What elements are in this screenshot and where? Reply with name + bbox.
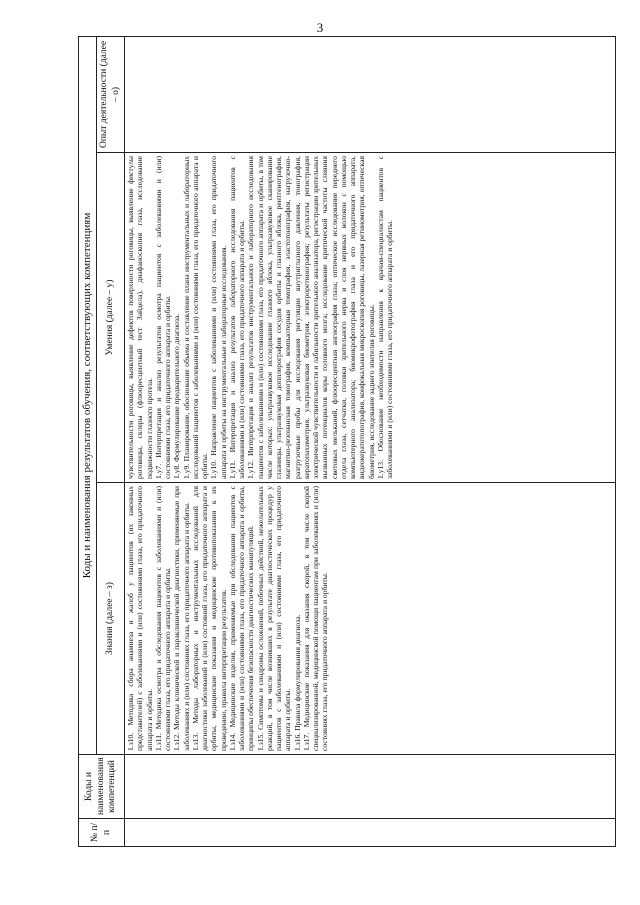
- header-number: № п/п: [79, 819, 125, 847]
- knowledge-item: 1.з14. Медицинские изделия, применяемые при обследовании пациентов с заболеваниями и (или) состояниями глаза, его придаточного аппарата и орбиты, принципы обеспечения безопасности диагностических манипуляций.: [227, 486, 256, 751]
- cell-competency-codes: [125, 755, 616, 819]
- skill-item: 1.у13. Обоснование необходимости направления к врачам-специалистам пациентов с заболеваниями и (или) состояниями глаза, его придаточного аппарата и орбиты.: [375, 156, 394, 479]
- knowledge-item: 1.з17. Медицинские показания для оказания скорой, в том числе скорой специализированной, медицинской помощи пациентам при заболеваниях и (или) состояниях глаза, его придаточного аппарата и орбиты.: [301, 486, 330, 751]
- skill-item: 1.у10. Направление пациентов с заболеваниями и (или) состояниями глаза, его придаточного аппарата и орбиты на инструментальные и лабораторные исследования.: [209, 156, 228, 479]
- header-results-group: Коды и наименования результатов обучения, соответствующих компетенциям: [79, 37, 97, 755]
- cell-number: [125, 819, 616, 847]
- header-experience: Опыт деятельности (далее – о): [97, 37, 125, 153]
- knowledge-item: 1.з11. Методика осмотра и обследования пациентов с заболеваниями и (или) состояниями глаза, его придаточного аппарата и орбиты.: [153, 486, 172, 751]
- knowledge-item: 1.з12. Методы клинической и параклинической диагностики, применяемые при заболеваниях и (или) состояниях глаза, его придаточного аппарата и орбиты.: [172, 486, 191, 751]
- cell-skills: [125, 153, 616, 483]
- knowledge-item: 1.з16. Правила формулирования диагноза.: [292, 614, 302, 751]
- page-number: 3: [316, 20, 324, 35]
- header-skills: Умения (далее – у): [97, 153, 125, 483]
- skill-item: 1.у8. Формулирование предварительного диагноза.: [172, 313, 182, 479]
- knowledge-item: 1.з10. Методика сбора анамнеза и жалоб у пациентов (их законных представителей) с заболеваниями и (или) состояниями глаза, его придаточного аппарата и орбиты.: [126, 486, 154, 751]
- skill-item: 1.у7. Интерпретация и анализ результатов осмотра пациентов с заболеваниями и (или) состояниями глаза, его придаточного аппарата и орбиты.: [153, 156, 172, 479]
- skill-item: 1.у9. Планирование, обоснование объема и составление плана инструментальных и лабораторных исследований пациентов с заболеваниями и (или) состояниями глаза, его придаточного аппарата и орбиты.: [181, 156, 209, 479]
- competency-table-rotated: [78, 37, 616, 847]
- knowledge-item: 1.з13. Методы лабораторных и инструментальных исследований для диагностики заболеваний и (или) состояний глаза, его придаточного аппарата и орбиты, медицинские показания и медицинские противопоказания к их проведению, правила интерпретации результатов.: [190, 486, 228, 751]
- competency-table: [78, 36, 616, 847]
- skill-item: 1.у12. Интерпретация и анализ результатов инструментального и лабораторного исследования пациентов с заболеваниями и (или) состояниями глаза, его придаточного аппарата и орбиты, в том числе которых: ультразвуковое исследование глазного яблока, ультразвуковое сканирование глазницы, ультразвуковая допплерография сосудов орбиты и глазного яблока, рентгенография, магнитно-резонансная томография, компьютерная томография, эластотонография, нагрузочно-разгрузочные пробы для исследования регуляции внутриглазного давления, тонография, кератопахиметрия, ультразвуковая биометрия, электроретинография; результаты регистрации электрической чувствительности и лабильности зрительного анализатора, регистрации зрительных вызванных потенциалов коры головного мозга; исследование критической частоты слияния световых мельканий, флюоресцентная ангиография глаза; оптическое исследование переднего отдела глаза, сетчатки, головки зрительного нерва и слоя нервных волокон с помощью компьютерного анализатора; биомикрофотография глаза и его придаточного аппарата, видеокератотопография, конфокальная микроскопия роговицы, лазерная ретинометрия, оптическая биометрия, исследование заднего эпителия роговицы.: [246, 156, 376, 479]
- cell-experience: [125, 37, 616, 153]
- skill-item: 1.у11. Интерпретация и анализ результатов лабораторного исследования пациентов с заболеваниями и (или) состояниями глаза, его придаточного аппарата и орбиты.: [227, 156, 246, 479]
- table-row: [125, 37, 616, 847]
- knowledge-item: 1.з15. Симптомы и синдромы осложнений, побочных действий, нежелательных реакций, в том числе возникших в результате диагностических процедур у пациентов с заболеваниями и (или) состояниями глаза, его придаточного аппарата и орбиты.: [255, 486, 293, 751]
- header-competency-codes: Коды и наименования компетенций: [79, 755, 125, 819]
- header-knowledge: Знания (далее – з): [97, 483, 125, 755]
- cell-knowledge: [125, 483, 616, 755]
- skill-item: чувствительности роговицы, выявление дефектов поверхности роговицы, выявление фистулы роговицы, склеры (флюоресцентный тест Зайдела), диафаноскопия глаза, исследование подвижности глазного протеза.: [126, 156, 154, 479]
